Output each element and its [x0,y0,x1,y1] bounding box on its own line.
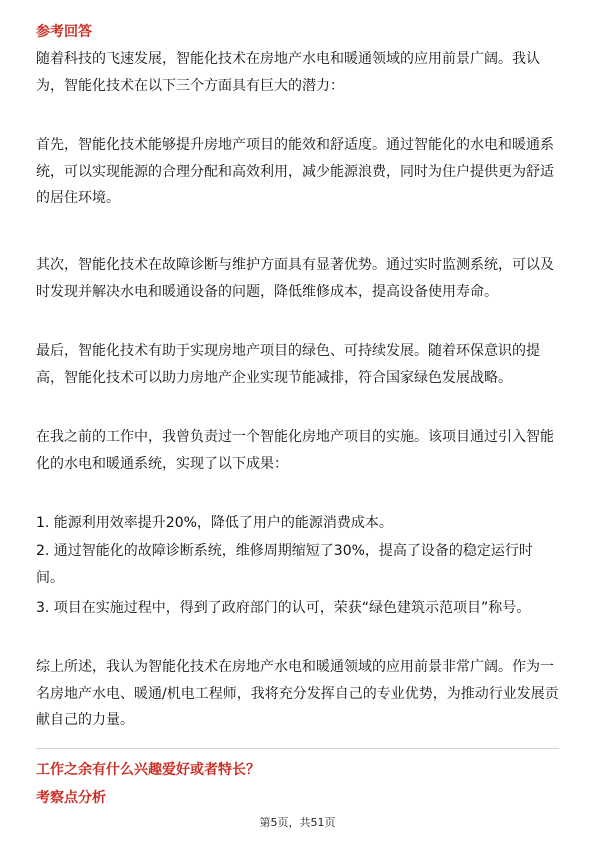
analysis-heading: 考察点分析 [36,790,106,806]
second-point-paragraph: 其次，智能化技术在故障诊断与维护方面具有显著优势。通过实时监测系统，可以及时发现并解决水电和暖通设备的问题，降低维修成本，提高设备使用寿命。 [36,257,554,300]
experience-paragraph: 在我之前的工作中，我曾负责过一个智能化房地产项目的实施。该项目通过引入智能化的水电和暖通系统，实现了以下成果： [36,429,554,472]
conclusion-paragraph: 综上所述，我认为智能化技术在房地产水电和暖通领域的应用前景非常广阔。作为一名房地产水电、暖通/机电工程师，我将充分发挥自己的专业优势，为推动行业发展贡献自己的力量。 [36,659,559,728]
third-point-paragraph: 最后，智能化技术有助于实现房地产项目的绿色、可持续发展。随着环保意识的提高，智能化技术可以助力房地产企业实现节能减排，符合国家绿色发展战略。 [36,343,540,386]
result-list-item: 2. 通过智能化的故障诊断系统，维修周期缩短了30%，提高了设备的稳定运行时间。 [36,543,533,586]
page-number: 第5页，共51页 [259,816,336,829]
reference-answer-heading: 参考回答 [36,24,92,40]
intro-paragraph: 随着科技的飞速发展，智能化技术在房地产水电和暖通领域的应用前景广阔。我认为，智能化技术在以下三个方面具有巨大的潜力： [36,51,540,94]
first-point-paragraph: 首先，智能化技术能够提升房地产项目的能效和舒适度。通过智能化的水电和暖通系统，可以实现能源的合理分配和高效利用，减少能源浪费，同时为住户提供更为舒适的居住环境。 [36,137,554,206]
result-list-item: 1. 能源利用效率提升20%，降低了用户的能源消费成本。 [36,515,393,531]
result-list-item: 3. 项目在实施过程中，得到了政府部门的认可，荣获“绿色建筑示范项目”称号。 [36,600,531,616]
next-question-heading: 工作之余有什么兴趣爱好或者特长？ [36,762,260,778]
section-divider [36,748,559,749]
